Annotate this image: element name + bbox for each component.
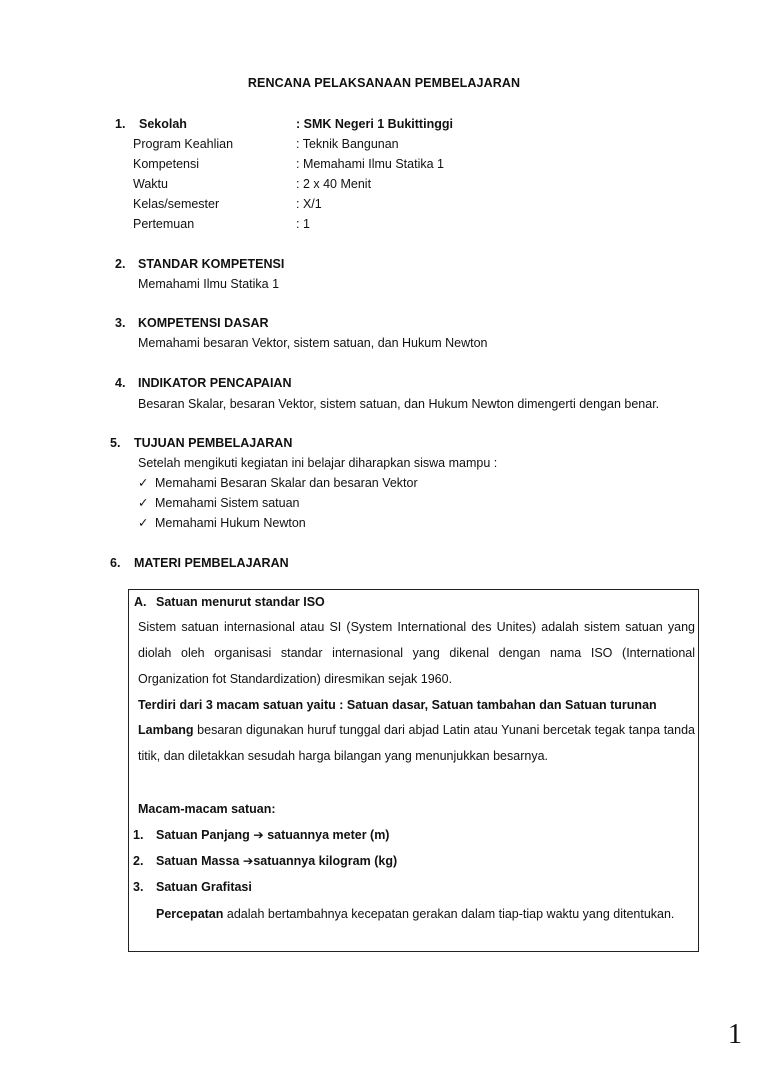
check-icon: ✓ — [138, 476, 149, 490]
material-paragraph-lambang — [138, 717, 695, 769]
material-bold-line: Terdiri dari 3 macam satuan yaitu : Satuan dasar, Satuan tambahan dan Satuan turunan — [138, 698, 657, 712]
check-icon: ✓ — [138, 496, 149, 510]
section-text-indikator: Besaran Skalar, besaran Vektor, sistem satuan, dan Hukum Newton dimengerti dengan benar. — [138, 397, 660, 411]
material-paragraph-si: Sistem satuan internasional atau SI (System International des Unites) adalah sistem satuan yang diolah oleh organisasi standar internasional yang dikenal dengan nama ISO (International Organization fot Standardization) diresmikan sejak 1960. — [138, 620, 695, 686]
section-text-kompetensi-dasar: Memahami besaran Vektor, sistem satuan, dan Hukum Newton — [138, 336, 488, 350]
objective-item-2: Memahami Sistem satuan — [155, 496, 300, 510]
macam-heading: Macam-macam satuan: — [138, 802, 276, 816]
lambang-text: besaran digunakan huruf tunggal dari abjad Latin atau Yunani bercetak tegak tanpa tanda titik, dan diletakkan sesudah harga bilangan yang menunjukkan besarnya. — [138, 723, 695, 763]
identity-value-kompetensi: : Memahami Ilmu Statika 1 — [296, 157, 444, 171]
unit-item-grafitasi: Satuan Grafitasi — [156, 880, 252, 894]
page-number: 1 — [728, 1019, 742, 1050]
section-number-4: 4. — [115, 376, 126, 390]
section-text-tujuan: Setelah mengikuti kegiatan ini belajar diharapkan siswa mampu : — [138, 456, 498, 470]
identity-label-kelas: Kelas/semester — [133, 197, 220, 211]
section-text-standar: Memahami Ilmu Statika 1 — [138, 277, 280, 291]
objective-item-1: Memahami Besaran Skalar dan besaran Vektor — [155, 476, 418, 490]
section-heading-materi: MATERI PEMBELAJARAN — [134, 556, 289, 570]
identity-value-program: : Teknik Bangunan — [296, 137, 399, 151]
section-heading-standar: STANDAR KOMPETENSI — [138, 257, 285, 271]
section-number-3: 3. — [115, 316, 126, 330]
material-subheading: Satuan menurut standar ISO — [156, 595, 325, 609]
unit-number-1: 1. — [133, 828, 144, 842]
section-number-1: 1. — [115, 117, 126, 131]
section-number-2: 2. — [115, 257, 126, 271]
identity-label-program: Program Keahlian — [133, 137, 234, 151]
unit-item-panjang: Satuan Panjang ➔ satuannya meter (m) — [156, 828, 390, 842]
section-heading-kompetensi-dasar: KOMPETENSI DASAR — [138, 316, 269, 330]
identity-label-kompetensi: Kompetensi — [133, 157, 200, 171]
lambang-term: Lambang — [138, 723, 194, 737]
identity-value-sekolah: : SMK Negeri 1 Bukittinggi — [296, 117, 453, 131]
section-number-5: 5. — [110, 436, 121, 450]
identity-label-sekolah: Sekolah — [139, 117, 187, 131]
material-subheading-letter: A. — [134, 595, 147, 609]
check-icon: ✓ — [138, 516, 149, 530]
section-number-6: 6. — [110, 556, 121, 570]
identity-value-pertemuan: : 1 — [296, 217, 310, 231]
document-title: RENCANA PELAKSANAAN PEMBELAJARAN — [247, 76, 521, 90]
arrow-right-icon: ➔ — [253, 828, 264, 842]
material-paragraph-percepatan — [156, 901, 695, 927]
identity-label-pertemuan: Pertemuan — [133, 217, 195, 231]
objective-item-3: Memahami Hukum Newton — [155, 516, 306, 530]
percepatan-text: adalah bertambahnya kecepatan gerakan dalam tiap-tiap waktu yang ditentukan. — [223, 907, 675, 921]
identity-label-waktu: Waktu — [133, 177, 168, 191]
unit-number-3: 3. — [133, 880, 144, 894]
arrow-right-icon: ➔ — [242, 854, 254, 868]
percepatan-term: Percepatan — [156, 907, 224, 921]
section-heading-tujuan: TUJUAN PEMBELAJARAN — [134, 436, 293, 450]
unit-item-massa: Satuan Massa ➔satuannya kilogram (kg) — [156, 854, 398, 868]
section-heading-indikator: INDIKATOR PENCAPAIAN — [138, 376, 292, 390]
identity-value-kelas: : X/1 — [296, 197, 322, 211]
unit-number-2: 2. — [133, 854, 144, 868]
identity-value-waktu: : 2 x 40 Menit — [296, 177, 372, 191]
